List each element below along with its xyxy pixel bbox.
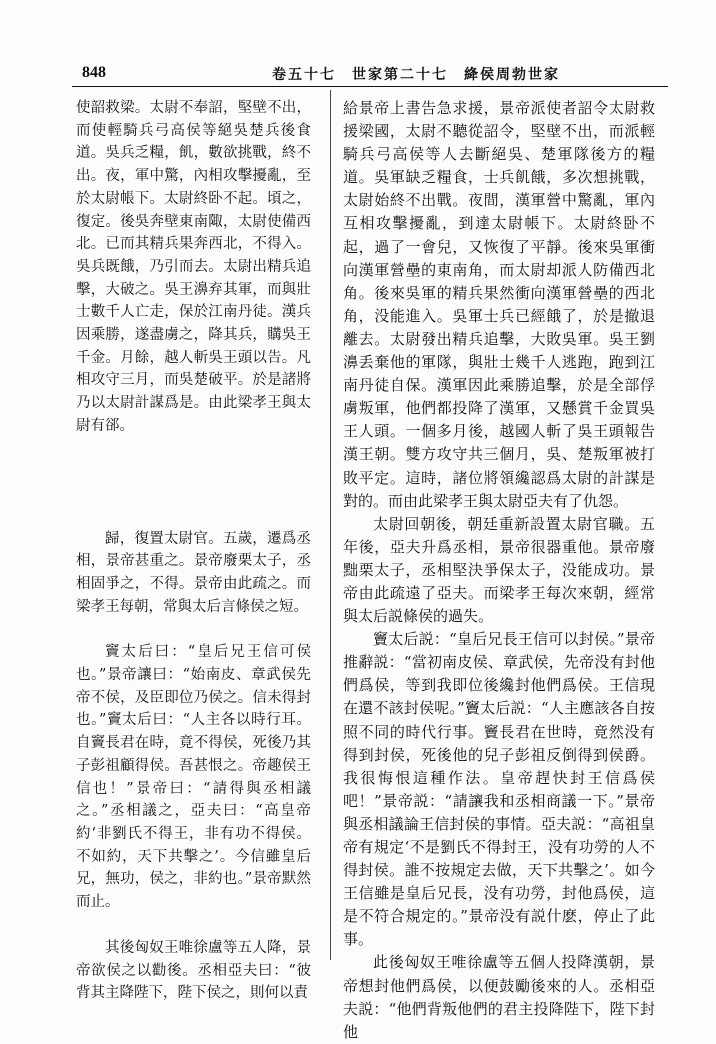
translation-paragraph-1: 給景帝上書告急求援，景帝派使者詔令太尉救援梁國，太尉不聽從詔令，堅壁不出，而派輕騎兵弓高侯等人去斷絕吳、楚軍隊後方的糧道。吳軍缺乏糧食，士兵飢餓，多次想挑戰，太尉始終不出戰。夜間，漢軍營中驚亂，軍內互相攻擊擾亂，到達太尉帳下。太尉終卧不起，過了一會兒，又恢復了平靜。後來吳軍衝向漢軍營壘的東南角，而太尉却派人防備西北角。後來吳軍的精兵果然衝向漢軍營壘的西北角，没能進入。吳軍士兵已經餓了，於是撤退離去。太尉發出精兵追擊，大敗吳軍。吳王劉濞丢棄他的軍隊，與壯士幾千人逃跑，跑到江南丹徒自保。漢軍因此乘勝追擊，於是全部俘虜叛軍，他們都投降了漢軍，又懸賞千金買吳王人頭。一個多月後，越國人斬了吳王頭報告漢王朝。雙方攻守共三個月，吳、楚叛軍被打敗平定。這時，諸位將領纔認爲太尉的計謀是對的。而由此梁孝王與太尉亞夫有了仇怨。: [343, 99, 655, 510]
page-number: 848: [82, 64, 106, 81]
classical-text-column: [76, 97, 311, 1005]
translation-paragraph-4: 此後匈奴王唯徐盧等五個人投降漢朝，景帝想封他們爲侯，以便鼓勵後來的人。丞相亞夫説：“他們背叛他們的君主投降陛下，陛下封他: [343, 953, 655, 1041]
translation-paragraph-3: 竇太后説：“皇后兄長王信可以封侯。”景帝推辭説：“當初南皮侯、章武侯，先帝没有封他們爲侯，等到我即位後纔封他們爲侯。王信現在還不該封侯呢。”竇太后説：“人主應該各自按照不同的時代行事。竇長君在世時，竟然没有得到封侯，死後他的兒子彭祖反倒得到侯爵。我很悔恨這種作法。皇帝趕快封王信爲侯吧！”景帝説：“請讓我和丞相商議一下。”景帝與丞相議論王信封侯的事情。亞夫説：“高祖皇帝有規定‘不是劉氏不得封王，没有功勞的人不得封侯。誰不按規定去做，天下共擊之’。如今王信雖是皇后兄長，没有功勞，封他爲侯，這是不符合規定的。”景帝没有説什麽，停止了此事。: [343, 630, 655, 949]
running-head: 卷五十七 世家第二十七 絳侯周勃世家: [272, 67, 560, 83]
classical-paragraph-4: 其後匈奴王唯徐盧等五人降，景帝欲侯之以勸後。丞相亞夫曰：“彼背其主降陛下，陛下侯之，則何以責: [76, 939, 311, 1002]
translation-column: [343, 97, 655, 1044]
translation-paragraph-2: 太尉回朝後，朝廷重新設置太尉官職。五年後，亞夫升爲丞相，景帝很器重他。景帝廢黜栗太子，丞相堅決爭保太子，没能成功。景帝由此疏遠了亞夫。而梁孝王每次來朝，經常與太后説條侯的過失。: [343, 514, 655, 626]
column-divider: [330, 90, 331, 960]
header-rule: [72, 86, 668, 87]
classical-paragraph-3: 竇太后曰：“皇后兄王信可侯也。”景帝讓曰：“始南皮、章武侯先帝不侯，及臣即位乃侯之。信未得封也。”竇太后曰：“人主各以時行耳。自竇長君在時，竟不得侯，死後乃其子彭祖顧得侯。吾甚恨之。帝趣侯王信也！”景帝曰：“請得與丞相議之。”丞相議之，亞夫曰：“高皇帝約‘非劉氏不得王，非有功不得侯。不如約，天下共擊之’。今信雖皇后兄，無功，侯之，非約也。”景帝默然而止。: [76, 644, 311, 911]
classical-paragraph-1: 使韶救梁。太尉不奉詔，堅壁不出，而使輕騎兵弓高侯等絕吳楚兵後食道。吳兵乏糧，飢，數欲挑戰，終不出。夜，軍中驚，內相攻擊擾亂，至於太尉帳下。太尉終卧不起。頃之，復定。後吳奔壁東南陬，太尉使備西北。已而其精兵果奔西北，不得入。吳兵既餓，乃引而去。太尉出精兵追擊，大破之。吳王濞弃其軍，而與壯士數千人亡走，保於江南丹徒。漢兵因乘勝，遂盡虜之，降其兵，購吳王千金。月餘，越人斬吳王頭以告。凡相攻守三月，而吳楚破平。於是諸將乃以太尉計謀爲是。由此梁孝王與太尉有郤。: [76, 100, 311, 434]
page-header: [72, 62, 668, 88]
classical-paragraph-2: 歸，復置太尉官。五歲，遷爲丞相，景帝甚重之。景帝廢栗太子，丞相固爭之，不得。景帝由此疏之。而梁孝王每朝，常與太后言條侯之短。: [76, 530, 311, 615]
